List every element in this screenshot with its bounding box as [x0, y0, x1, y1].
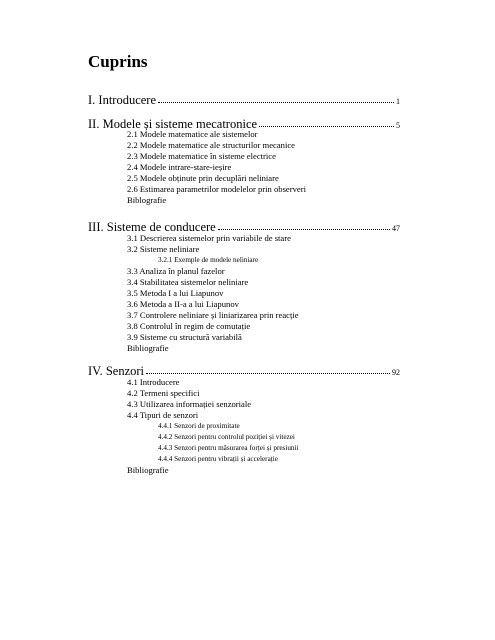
toc-subsection[interactable]: 2.5 Modele obținute prin decuplări neliniare: [127, 173, 279, 183]
leader-dots: [146, 364, 390, 374]
toc-subsection[interactable]: 3.2 Sisteme neliniare: [127, 244, 200, 254]
chapter-title: I. Introducere: [88, 93, 157, 107]
toc-subsubsection[interactable]: 4.4.1 Senzori de proximitate: [158, 422, 240, 430]
toc-chapter-1[interactable]: [88, 93, 400, 108]
toc-subsection[interactable]: 2.4 Modele intrare-stare-ieșire: [127, 162, 232, 172]
chapter-page-number: 47: [392, 224, 400, 233]
toc-subsection[interactable]: 3.7 Controlere neliniare și liniarizarea prin reacție: [127, 310, 299, 320]
toc-subsection[interactable]: 2.3 Modele matematice în sisteme electrice: [127, 151, 276, 161]
toc-subsection[interactable]: 4.1 Introducere: [127, 377, 180, 387]
chapter-title: III. Sisteme de conducere: [88, 220, 216, 234]
toc-subsection[interactable]: 3.8 Controlul în regim de comutație: [127, 321, 251, 331]
toc-subsection[interactable]: 2.1 Modele matematice ale sistemelor: [127, 129, 258, 139]
leader-dots: [259, 117, 394, 127]
toc-subsection[interactable]: 3.9 Sisteme cu structură variabilă: [127, 332, 242, 342]
chapter-title: II. Modele și sisteme mecatronice: [88, 117, 258, 131]
toc-subsection[interactable]: 2.2 Modele matematice ale structurilor mecanice: [127, 140, 295, 150]
toc-subsection[interactable]: Bibliografie: [127, 343, 169, 353]
toc-subsection[interactable]: Bibliografie: [127, 465, 169, 475]
toc-subsection[interactable]: 3.4 Stabilitatea sistemelor neliniare: [127, 277, 249, 287]
toc-subsection[interactable]: 4.3 Utilizarea informației senzoriale: [127, 399, 252, 409]
chapter-title: IV. Senzori: [88, 364, 145, 378]
toc-subsubsection[interactable]: 4.4.4 Senzori pentru vibrații și accelerație: [158, 455, 278, 463]
toc-subsection[interactable]: 3.3 Analiza în planul fazelor: [127, 266, 225, 276]
toc-subsection[interactable]: 4.2 Termeni specifici: [127, 388, 200, 398]
chapter-page-number: 1: [396, 97, 400, 106]
chapter-page-number: 5: [396, 121, 400, 130]
toc-subsubsection[interactable]: 3.2.1 Exemple de modele neliniare: [158, 256, 259, 264]
toc-subsection[interactable]: Biblografie: [127, 195, 167, 205]
toc-subsubsection[interactable]: 4.4.3 Senzori pentru măsurarea forței și presiunii: [158, 444, 299, 452]
leader-dots: [158, 93, 394, 103]
toc-title: Cuprins: [88, 52, 148, 71]
toc-subsubsection[interactable]: 4.4.2 Senzori pentru controlul poziției și vitezei: [158, 433, 295, 441]
toc-subsection[interactable]: 4.4 Tipuri de senzori: [127, 410, 199, 420]
toc-subsection[interactable]: 3.6 Metoda a II-a a lui Liapunov: [127, 299, 239, 309]
leader-dots: [218, 220, 390, 230]
toc-subsection[interactable]: 3.5 Metoda I a lui Liapunov: [127, 288, 224, 298]
toc-subsection[interactable]: 3.1 Descrierea sistemelor prin variabile de stare: [127, 233, 291, 243]
chapter-page-number: 92: [392, 368, 400, 377]
toc-subsection[interactable]: 2.6 Estimarea parametrilor modelelor prin observeri: [127, 184, 306, 194]
